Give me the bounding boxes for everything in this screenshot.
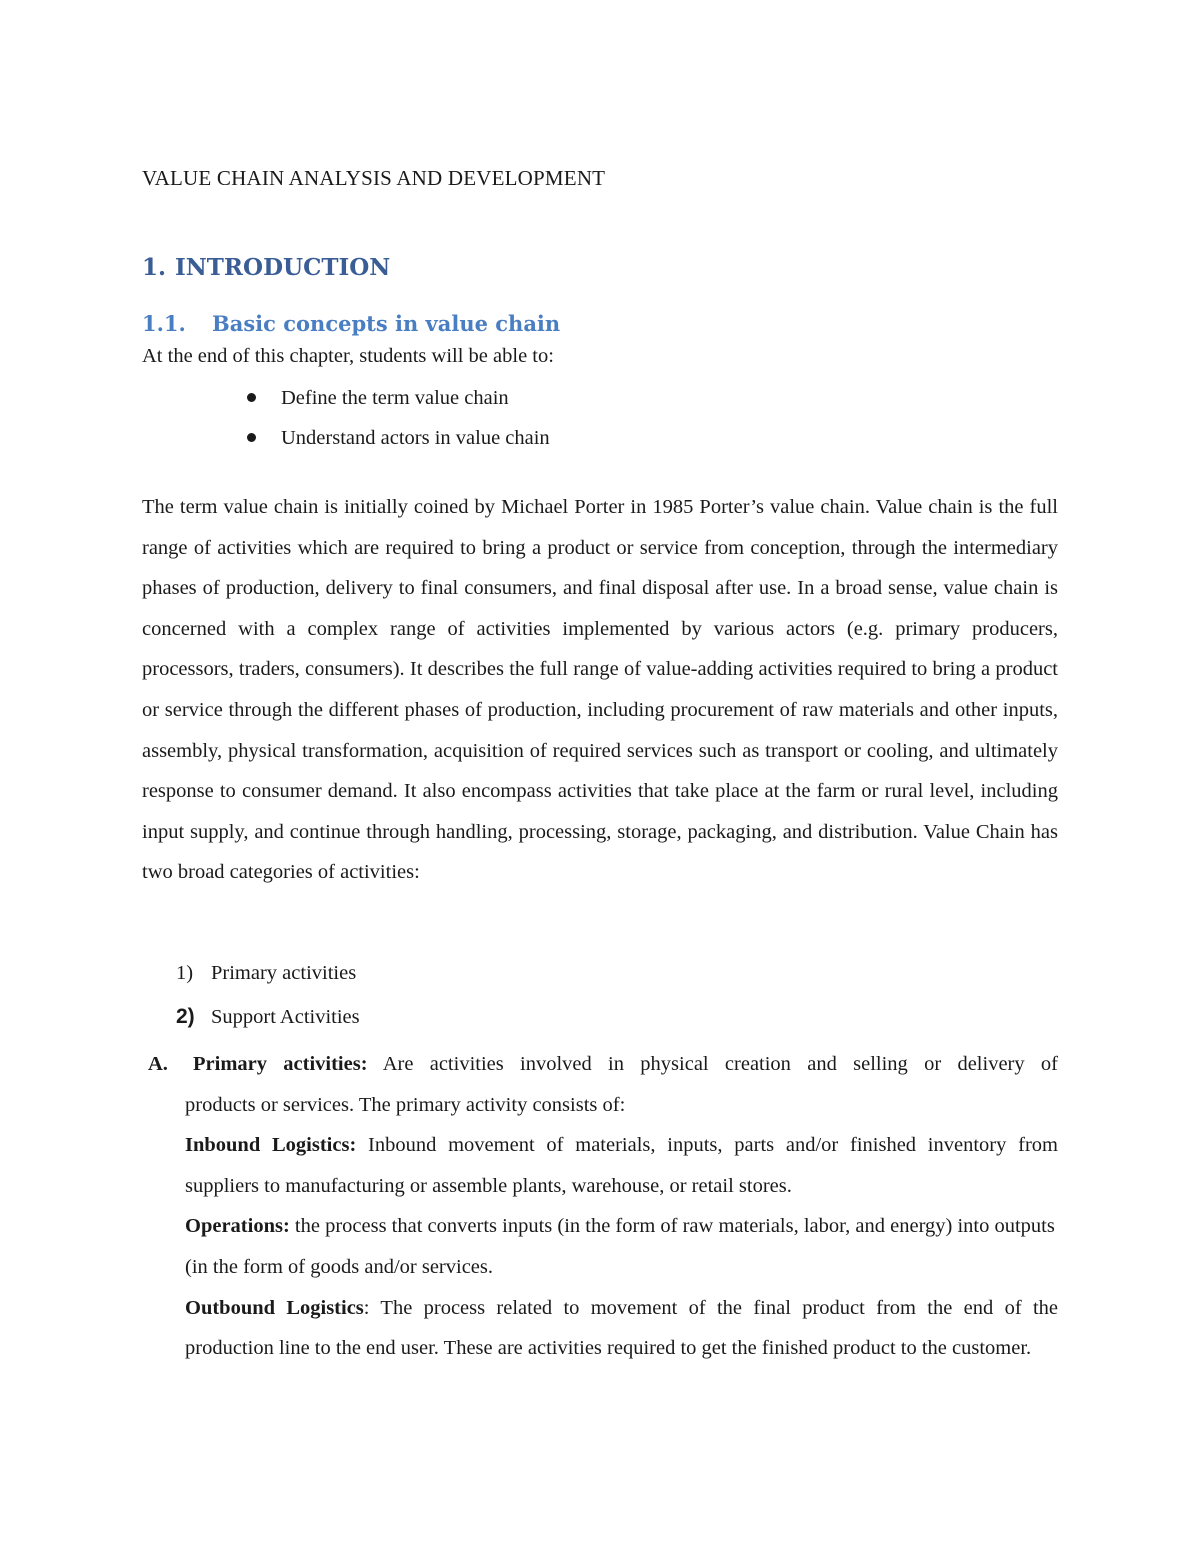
- item-number: 1): [176, 962, 194, 984]
- body-paragraph: The term value chain is initially coined by Michael Porter in 1985 Porter’s value chain. Value chain is the full range of activities which are required to bring a product or service from conception, through the intermediary phases of production, delivery to final consumers, and final disposal after use. In a broad sense, value chain is concerned with a complex range of activities implemented by various actors (e.g. primary producers, processors, traders, consumers). It describes the full range of value-adding activities required to bring a product or service through the different phases of production, including procurement of raw materials and other inputs, assembly, physical transformation, acquisition of required services such as transport or cooling, and ultimately response to consumer demand. It also encompass activities that take place at the farm or rural level, including input supply, and continue through handling, processing, storage, packaging, and distribution. Value Chain has two broad categories of activities:: [142, 496, 1058, 884]
- section-line1: Are activities involved in physical creation and selling or delivery of: [367, 1053, 1058, 1075]
- item-label: Support Activities: [211, 1006, 360, 1028]
- objective-text: Define the term value chain: [281, 387, 509, 409]
- list-item: [176, 1002, 360, 1046]
- document-title: VALUE CHAIN ANALYSIS AND DEVELOPMENT: [142, 166, 606, 190]
- item-term: Outbound Logistics: [185, 1296, 364, 1319]
- list-item: [240, 385, 550, 425]
- section-line2: products or services. The primary activity consists of:: [185, 1093, 626, 1116]
- item-text: Inbound movement of materials, inputs, parts and/or finished inventory from suppliers to manufacturing or assemble plants, warehouse, or retail stores.: [185, 1134, 1058, 1197]
- section-body: [185, 1085, 1058, 1369]
- bullet-icon: [247, 393, 256, 402]
- bullet-icon: [247, 433, 256, 442]
- item-text: : The process related to movement of the final product from the end of the production line to the end user. These are activities required to get the finished product to the customer.: [185, 1296, 1059, 1360]
- item-outbound-logistics: [185, 1288, 1058, 1369]
- list-item: [176, 958, 360, 1002]
- item-term: Inbound Logistics:: [185, 1134, 357, 1157]
- section-primary-activities: [148, 1044, 1058, 1369]
- item-label: Primary activities: [211, 962, 357, 984]
- item-operations: [185, 1206, 1058, 1287]
- objectives-intro: At the end of this chapter, students will be able to:: [142, 345, 554, 367]
- section-letter: A.: [148, 1053, 168, 1075]
- item-inbound-logistics: [185, 1125, 1058, 1206]
- heading-text: INTRODUCTION: [175, 254, 391, 281]
- section-intro-line: [148, 1044, 1058, 1085]
- objective-text: Understand actors in value chain: [281, 427, 550, 449]
- section-term: Primary activities:: [193, 1053, 368, 1075]
- subheading-text: Basic concepts in value chain: [212, 311, 561, 336]
- list-item: [240, 425, 550, 465]
- objectives-list: [240, 385, 550, 465]
- item-text: the process that converts inputs (in the form of raw materials, labor, and energy) into outputs (in the form of goods and/or services.: [185, 1215, 1055, 1278]
- categories-list: [176, 958, 360, 1046]
- heading-introduction: [142, 254, 390, 281]
- item-number: 2): [176, 1005, 195, 1028]
- subheading-number: 1.1.: [142, 311, 186, 336]
- heading-number: 1.: [142, 254, 167, 281]
- item-term: Operations:: [185, 1215, 290, 1238]
- heading-basic-concepts: [142, 311, 560, 336]
